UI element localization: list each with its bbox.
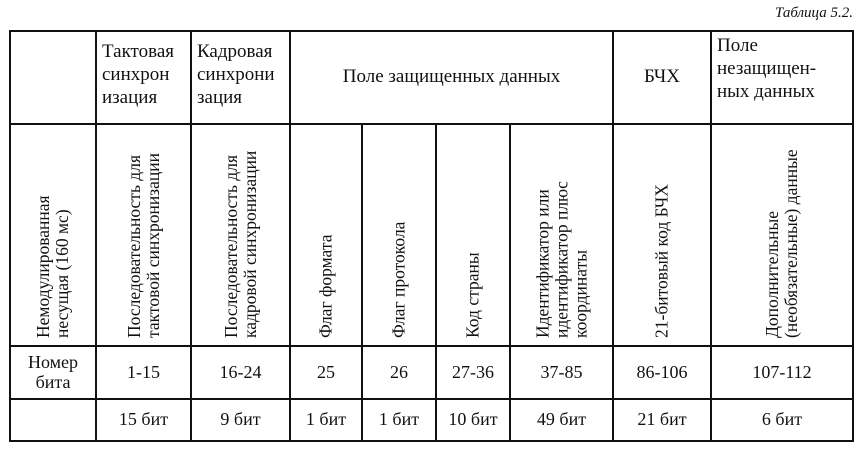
bit-number-cell: 25 xyxy=(290,346,362,399)
field-identifier xyxy=(510,124,613,346)
group-bch-label: БЧХ xyxy=(643,66,681,88)
bit-number-cell: 27-36 xyxy=(436,346,510,399)
bit-number-label xyxy=(10,346,96,399)
bit-number-cell: 37-85 xyxy=(510,346,613,399)
bit-count-cell: 1 бит xyxy=(362,399,436,441)
group-clock-sync xyxy=(96,31,191,124)
bit-number-cell: 107-112 xyxy=(711,346,853,399)
group-unprotected-data-label: Поле незащищен- ных данных xyxy=(717,35,817,102)
group-protected-data xyxy=(290,31,613,124)
field-bch-code xyxy=(613,124,711,346)
bit-number-cell: 1-15 xyxy=(96,346,191,399)
table-row-bit-numbers xyxy=(10,346,853,399)
field-carrier xyxy=(10,124,96,346)
bit-count-cell: 9 бит xyxy=(191,399,290,441)
field-identifier-label: Идентификатор или идентификатор плюс координаты xyxy=(532,181,590,338)
field-frame-seq-label: Последовательность для кадровой синхронизации xyxy=(220,150,260,338)
field-frame-seq xyxy=(191,124,290,346)
group-clock-sync-label: Тактовая синхрон изация xyxy=(102,41,174,108)
group-bch xyxy=(613,31,711,124)
table-caption: Таблица 5.2. xyxy=(775,5,853,21)
bit-count-empty-cell xyxy=(10,399,96,441)
signal-format-table xyxy=(9,30,854,442)
bit-number-cell: 16-24 xyxy=(191,346,290,399)
group-protected-data-label: Поле защищенных данных xyxy=(342,66,561,88)
table-row-groups xyxy=(10,31,853,124)
table-row-bit-counts xyxy=(10,399,853,441)
field-protocol-flag xyxy=(362,124,436,346)
field-protocol-flag-label: Флаг протокола xyxy=(388,221,409,338)
group-frame-sync xyxy=(191,31,290,124)
field-clock-seq xyxy=(96,124,191,346)
field-extra-data-label: Дополнительные (необязательные) данные xyxy=(762,149,801,338)
field-extra-data xyxy=(711,124,853,346)
bit-number-cell: 86-106 xyxy=(613,346,711,399)
bit-count-cell: 1 бит xyxy=(290,399,362,441)
bit-count-cell: 21 бит xyxy=(613,399,711,441)
bit-count-cell: 49 бит xyxy=(510,399,613,441)
field-country-code-label: Код страны xyxy=(462,252,483,338)
header-empty-cell xyxy=(10,31,96,124)
bit-count-cell: 10 бит xyxy=(436,399,510,441)
bit-count-cell: 15 бит xyxy=(96,399,191,441)
group-frame-sync-label: Кадровая синхрони зация xyxy=(197,41,275,108)
field-format-flag xyxy=(290,124,362,346)
table-row-fields xyxy=(10,124,853,346)
field-bch-code-label: 21-битовый код БЧХ xyxy=(651,184,672,338)
field-carrier-label: Немодулированная несущая (160 мс) xyxy=(33,195,72,338)
bit-number-cell: 26 xyxy=(362,346,436,399)
field-format-flag-label: Флаг формата xyxy=(315,234,336,338)
field-country-code xyxy=(436,124,510,346)
bit-number-label-text: Номер бита xyxy=(27,351,79,392)
field-clock-seq-label: Последовательность для тактовой синхронизации xyxy=(123,153,163,338)
group-unprotected-data xyxy=(711,31,853,124)
bit-count-cell: 6 бит xyxy=(711,399,853,441)
